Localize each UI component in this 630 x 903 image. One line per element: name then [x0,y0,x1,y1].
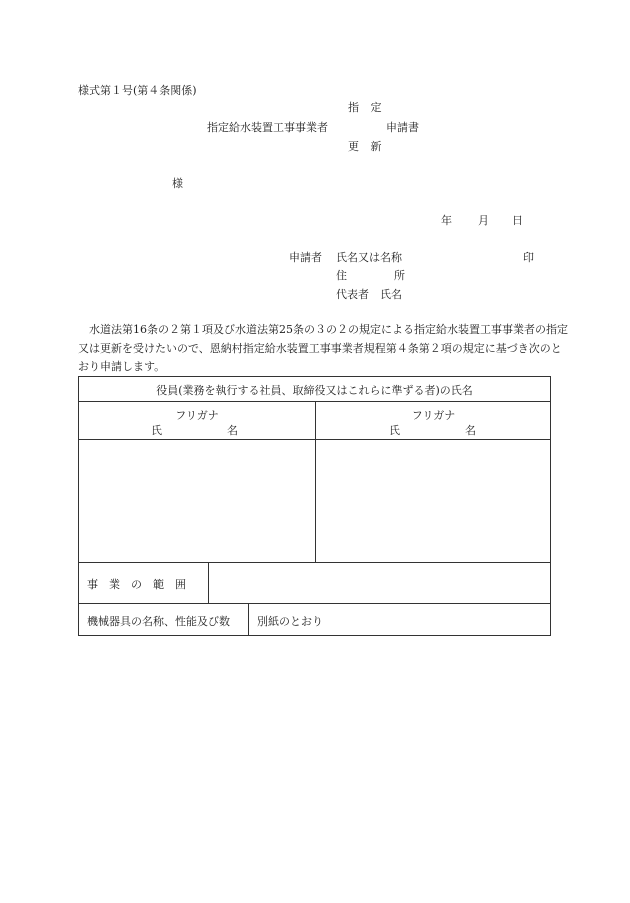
table-rule [248,603,249,636]
date-month-label: 月 [478,214,489,227]
title-suffix: 申請書 [386,121,419,134]
application-statement: 水道法第16条の２第１項及び水道法第25条の３の２の規定による指定給水装置工事事業者の指定又は更新を受けたいので、恩納村指定給水装置工事事業者規程第４条第２項の規定に基づき次のとおり申請します。 [78,323,568,373]
right-given-name-label: 名 [465,424,476,437]
left-officer-entry-area[interactable] [79,440,315,562]
date-day-label: 日 [512,214,523,227]
address-label-second: 所 [394,269,405,282]
right-surname-label: 氏 [389,424,400,437]
applicant-label: 申請者 [289,251,322,264]
title-main: 指定給水装置工事事業者 [207,121,328,134]
right-officer-entry-area[interactable] [316,440,552,562]
applicant-name-label: 氏名又は名称 [336,251,402,264]
left-given-name-label: 名 [227,424,238,437]
addressee-honorific: 様 [172,177,183,190]
date-year-label: 年 [441,214,452,227]
equipment-label: 機械器具の名称、性能及び数 [87,615,230,628]
right-furigana-label: フリガナ [411,409,456,422]
representative-name-label: 代表者 氏名 [336,288,402,301]
table-rule [79,603,550,604]
title-renewal: 更 新 [348,140,386,153]
officers-header: 役員(業務を執行する社員、取締役又はこれらに準ずる者)の氏名 [156,384,473,397]
officers-table [78,376,551,636]
address-label-first: 住 [336,269,347,282]
left-surname-label: 氏 [151,424,162,437]
business-scope-label: 事 業 の 範 囲 [87,578,186,591]
business-scope-entry-area[interactable] [209,563,550,603]
form-number: 様式第１号(第４条関係) [78,84,197,97]
title-designation: 指 定 [348,101,386,114]
seal-mark: 印 [523,251,534,264]
left-furigana-label: フリガナ [175,409,219,422]
equipment-value: 別紙のとおり [257,615,323,628]
